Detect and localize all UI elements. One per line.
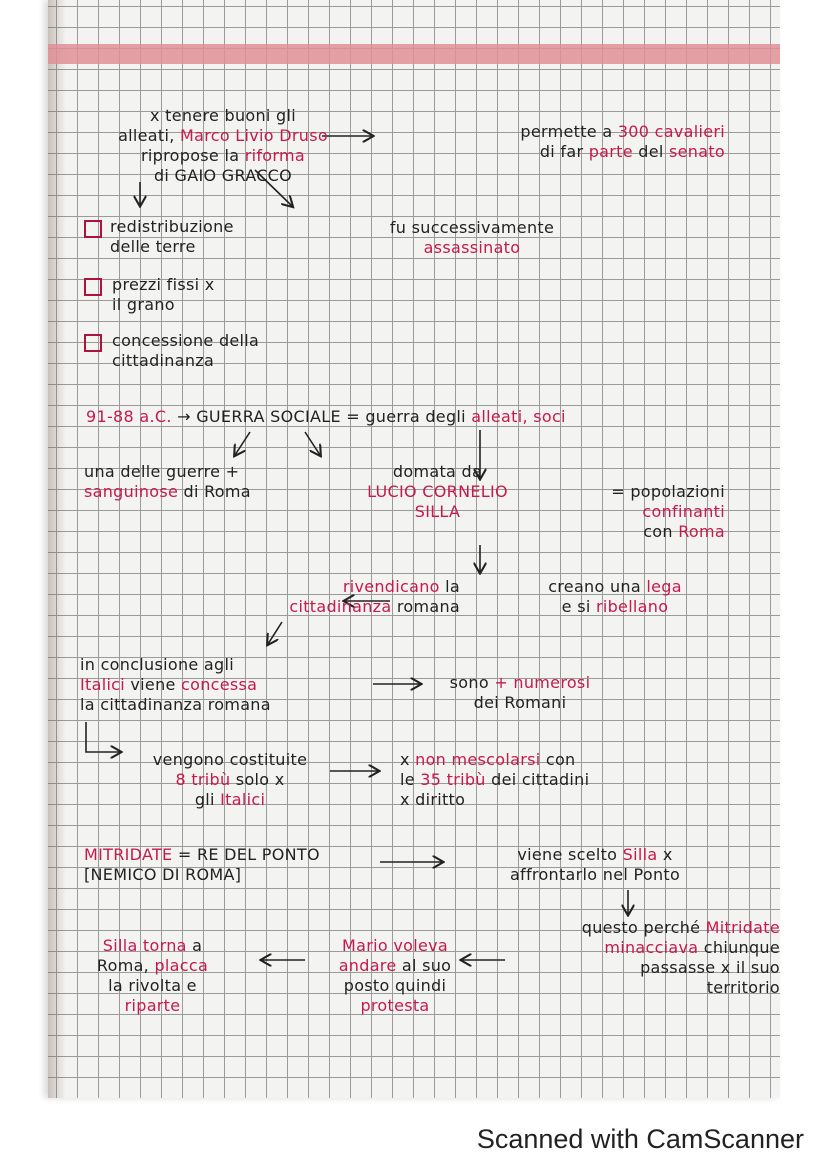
note-c3 xyxy=(112,331,259,371)
note-line xyxy=(110,217,234,237)
note-line xyxy=(112,331,259,351)
note-text: dei Romani xyxy=(473,693,567,712)
note-text: territorio xyxy=(706,978,780,997)
note-b14 xyxy=(400,750,589,810)
note-line xyxy=(540,502,725,522)
note-b6 xyxy=(84,462,251,502)
note-line xyxy=(78,126,368,146)
highlighted-text: Marco Livio Druso xyxy=(180,126,328,145)
note-line xyxy=(515,958,780,978)
note-text: posto quindi xyxy=(343,976,447,995)
note-line xyxy=(60,936,245,956)
note-line xyxy=(60,996,245,1016)
note-text: del xyxy=(632,142,669,161)
note-b12 xyxy=(420,673,620,713)
note-text: gli xyxy=(194,790,221,809)
arrow xyxy=(235,432,250,455)
highlighted-text: riforma xyxy=(244,146,305,165)
highlighted-text: 300 cavalieri xyxy=(617,122,725,141)
note-line xyxy=(125,790,335,810)
note-text: viene scelto xyxy=(517,845,623,864)
note-b8 xyxy=(540,482,725,542)
highlighted-text: Silla torna xyxy=(102,936,187,955)
highlighted-text: Roma xyxy=(678,522,725,541)
note-c1 xyxy=(110,217,234,257)
note-text: x xyxy=(657,845,673,864)
highlighted-text: alleati, soci xyxy=(471,407,566,426)
highlighted-text: senato xyxy=(669,142,725,161)
note-line xyxy=(330,482,545,502)
highlighted-text: sanguinose xyxy=(84,482,179,501)
note-line xyxy=(86,407,566,427)
note-line xyxy=(125,750,335,770)
note-text: = RE DEL PONTO xyxy=(172,845,320,864)
note-c2 xyxy=(112,275,215,315)
highlighted-text: rivendicano xyxy=(342,577,440,596)
note-text: la cittadinanza romana xyxy=(80,695,271,714)
note-line xyxy=(112,295,215,315)
arrow xyxy=(86,722,120,752)
note-text: x diritto xyxy=(400,790,466,809)
note-line xyxy=(420,693,620,713)
arrow xyxy=(305,432,320,455)
note-text: fu successivamente xyxy=(389,218,555,237)
note-text: alleati, xyxy=(118,126,180,145)
highlighted-text: Italici xyxy=(80,675,126,694)
note-line xyxy=(540,482,725,502)
note-text: passasse x il suo xyxy=(640,958,780,977)
highlighted-text: ribellano xyxy=(595,597,669,616)
note-text: la rivolta e xyxy=(108,976,197,995)
note-text: prezzi fissi x xyxy=(112,275,215,294)
note-line xyxy=(400,750,589,770)
note-line xyxy=(400,770,589,790)
note-line xyxy=(300,936,490,956)
note-text: x xyxy=(400,750,416,769)
note-text: ripropose la xyxy=(141,146,245,165)
note-b13 xyxy=(125,750,335,810)
arrow xyxy=(268,622,282,644)
note-line xyxy=(240,597,460,617)
note-text: chiunque xyxy=(698,938,780,957)
note-b2 xyxy=(380,122,725,162)
note-b15 xyxy=(84,845,320,885)
note-line xyxy=(372,218,572,238)
note-line xyxy=(84,482,251,502)
note-b4 xyxy=(372,218,572,258)
note-line xyxy=(78,146,368,166)
note-text: = popolazioni xyxy=(611,482,725,501)
highlighted-text: protesta xyxy=(360,996,430,1015)
note-line xyxy=(515,577,715,597)
highlighted-text: Italici xyxy=(220,790,266,809)
note-line xyxy=(515,918,780,938)
note-text: e si xyxy=(561,597,596,616)
note-line xyxy=(400,790,589,810)
note-line xyxy=(515,978,780,998)
note-line xyxy=(125,770,335,790)
note-b11 xyxy=(80,655,271,715)
note-line xyxy=(84,865,320,885)
highlighted-text: Mario voleva xyxy=(342,936,448,955)
highlighted-text: non mescolarsi xyxy=(415,750,541,769)
note-text: dei cittadini xyxy=(485,770,590,789)
note-text: al suo xyxy=(396,956,452,975)
note-text: delle terre xyxy=(110,237,196,256)
note-text: il grano xyxy=(112,295,175,314)
note-text: questo perché xyxy=(581,918,706,937)
highlighted-text: 35 tribù xyxy=(420,770,486,789)
highlighted-text: Silla xyxy=(622,845,658,864)
note-text: di GAIO GRACCO xyxy=(153,166,293,185)
note-text: una delle guerre + xyxy=(84,462,240,481)
camscanner-watermark: Scanned with CamScanner xyxy=(476,1124,804,1154)
note-text: solo x xyxy=(230,770,285,789)
note-b1 xyxy=(78,106,368,186)
highlighted-text: 8 tribù xyxy=(175,770,231,789)
note-line xyxy=(300,976,490,996)
note-line xyxy=(300,996,490,1016)
note-line xyxy=(84,462,251,482)
note-line xyxy=(80,655,271,675)
note-text: le xyxy=(400,770,421,789)
note-line xyxy=(515,597,715,617)
note-text: permette a xyxy=(520,122,618,141)
highlighted-text: MITRIDATE xyxy=(84,845,173,864)
note-line xyxy=(80,695,271,715)
note-text: romana xyxy=(391,597,460,616)
note-line xyxy=(450,865,740,885)
note-text: con xyxy=(540,750,576,769)
note-text: domata da xyxy=(392,462,483,481)
note-line xyxy=(84,845,320,865)
note-line xyxy=(330,502,545,522)
note-text: vengono costituite xyxy=(152,750,308,769)
highlighted-text: assassinato xyxy=(423,238,521,257)
note-line xyxy=(515,938,780,958)
note-text: a xyxy=(186,936,203,955)
note-b5 xyxy=(86,407,566,427)
note-line xyxy=(60,976,245,996)
note-line xyxy=(372,238,572,258)
highlighted-text: riparte xyxy=(124,996,181,1015)
note-text: → GUERRA SOCIALE = guerra degli xyxy=(171,407,472,426)
note-b18 xyxy=(300,936,490,1016)
note-text: viene xyxy=(125,675,182,694)
note-b16 xyxy=(450,845,740,885)
note-line xyxy=(380,122,725,142)
note-b9 xyxy=(515,577,715,617)
note-line xyxy=(78,166,368,186)
note-text: creano una xyxy=(548,577,647,596)
note-text: [NEMICO DI ROMA] xyxy=(84,865,242,884)
note-line xyxy=(450,845,740,865)
note-text: la xyxy=(439,577,460,596)
note-line xyxy=(380,142,725,162)
highlighted-text: LUCIO CORNELIO xyxy=(367,482,508,501)
note-line xyxy=(240,577,460,597)
note-line xyxy=(80,675,271,695)
highlighted-text: concessa xyxy=(181,675,258,694)
note-line xyxy=(540,522,725,542)
highlighted-text: lega xyxy=(646,577,682,596)
note-b10 xyxy=(240,577,460,617)
highlighted-text: 91-88 a.C. xyxy=(86,407,172,426)
note-b7 xyxy=(330,462,545,522)
highlighted-text: parte xyxy=(588,142,633,161)
note-text: di Roma xyxy=(178,482,251,501)
highlighted-text: confinanti xyxy=(642,502,725,521)
note-text: concessione della xyxy=(112,331,260,350)
highlighted-text: placca xyxy=(154,956,209,975)
note-line xyxy=(420,673,620,693)
note-text: redistribuzione xyxy=(110,217,234,236)
highlighted-text: SILLA xyxy=(414,502,461,521)
note-b19 xyxy=(60,936,245,1016)
note-text: con xyxy=(643,522,679,541)
highlighted-text: + numerosi xyxy=(494,673,591,692)
highlighted-text: cittadinanza xyxy=(289,597,392,616)
highlighted-text: andare xyxy=(338,956,397,975)
note-text: di far xyxy=(539,142,589,161)
note-text: sono xyxy=(449,673,495,692)
note-line xyxy=(330,462,545,482)
note-text: affrontarlo nel Ponto xyxy=(509,865,681,884)
note-line xyxy=(112,351,259,371)
highlighted-text: minacciava xyxy=(604,938,699,957)
highlighted-text: Mitridate xyxy=(705,918,780,937)
note-text: in conclusione agli xyxy=(80,655,234,674)
note-line xyxy=(112,275,215,295)
note-text: Roma, xyxy=(96,956,155,975)
note-line xyxy=(60,956,245,976)
note-line xyxy=(110,237,234,257)
note-b17 xyxy=(515,918,780,998)
note-line xyxy=(300,956,490,976)
note-text: cittadinanza xyxy=(112,351,215,370)
note-text: x tenere buoni gli xyxy=(149,106,297,125)
note-line xyxy=(78,106,368,126)
